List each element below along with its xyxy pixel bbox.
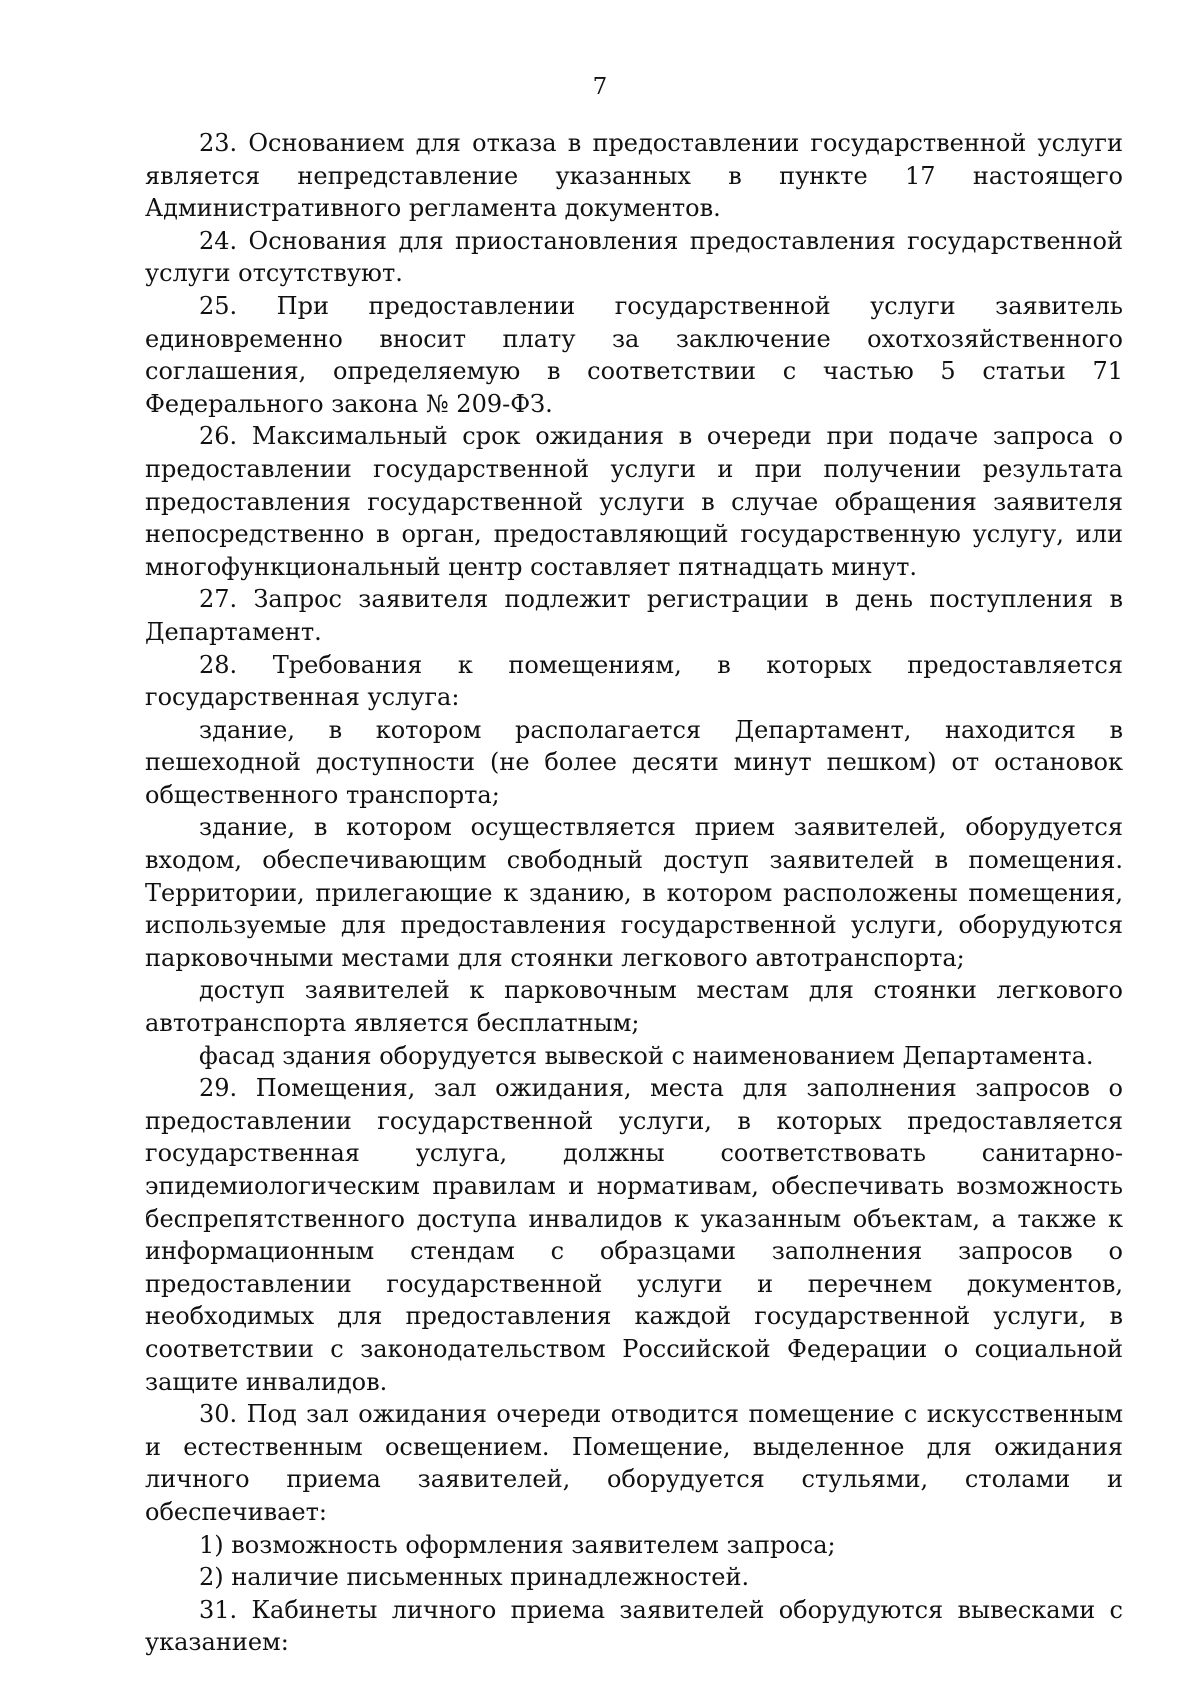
paragraph-27: 27. Запрос заявителя подлежит регистрации в день поступления в Департамент. <box>145 585 1123 646</box>
paragraph-28: 28. Требования к помещениям, в которых предоставляется государственная услуга: <box>145 650 1123 712</box>
paragraph-30-item-1: 1) возможность оформления заявителем запроса; <box>199 1530 836 1559</box>
paragraph-23: 23. Основанием для отказа в предоставлении государственной услуги является непредставление указанных в пункте 17 настоящего Административного регламента документов. <box>145 129 1123 223</box>
paragraph-30-item-2: 2) наличие письменных принадлежностей. <box>199 1563 750 1592</box>
paragraph-28-item-entrance: здание, в котором осуществляется прием заявителей, оборудуется входом, обеспечивающим свободный доступ заявителей в помещения. Территории, прилегающие к зданию, в котором расположены помещения, используемые для предоставления государственной услуги, оборудуются парковочными местами для стоянки легкового автотранспорта; <box>145 813 1123 972</box>
paragraph-28-item-building: здание, в котором располагается Департамент, находится в пешеходной доступности (не более десяти минут пешком) от остановок общественного транспорта; <box>145 715 1123 809</box>
page-number: 7 <box>592 74 608 100</box>
paragraph-28-item-facade: фасад здания оборудуется вывеской с наименованием Департамента. <box>199 1041 1094 1070</box>
paragraph-29: 29. Помещения, зал ожидания, места для заполнения запросов о предоставлении государственной услуги, в которых предоставляется государственная услуга, должны соответствовать санитарно-эпидемиологическим правилам и нормативам, обеспечивать возможность беспрепятственного доступа инвалидов к указанным объектам, а также к информационным стендам с образцами заполнения запросов о предоставлении государственной услуги и перечнем документов, необходимых для предоставления каждой государственной услуги, в соответствии с законодательством Российской Федерации о социальной защите инвалидов. <box>145 1074 1123 1396</box>
paragraph-30: 30. Под зал ожидания очереди отводится помещение с искусственным и естественным освещением. Помещение, выделенное для ожидания личного приема заявителей, оборудуется стульями, столами и обеспечивает: <box>145 1400 1123 1526</box>
paragraph-28-item-parking: доступ заявителей к парковочным местам для стоянки легкового автотранспорта является бесплатным; <box>145 976 1123 1038</box>
paragraph-24: 24. Основания для приостановления предоставления государственной услуги отсутствуют. <box>145 226 1123 288</box>
paragraph-31: 31. Кабинеты личного приема заявителей оборудуются вывесками с указанием: <box>145 1595 1123 1657</box>
paragraph-26: 26. Максимальный срок ожидания в очереди при подаче запроса о предоставлении государственной услуги и при получении результата предоставления государственной услуги в случае обращения заявителя непосредственно в орган, предоставляющий государственную услугу, или многофункциональный центр составляет пятнадцать минут. <box>145 422 1123 581</box>
paragraph-25: 25. При предоставлении государственной услуги заявитель единовременно вносит плату за заключение охотхозяйственного соглашения, определяемую в соответствии с частью 5 статьи 71 Федерального закона № 209-ФЗ. <box>145 291 1123 418</box>
document-body <box>145 127 1123 1659</box>
